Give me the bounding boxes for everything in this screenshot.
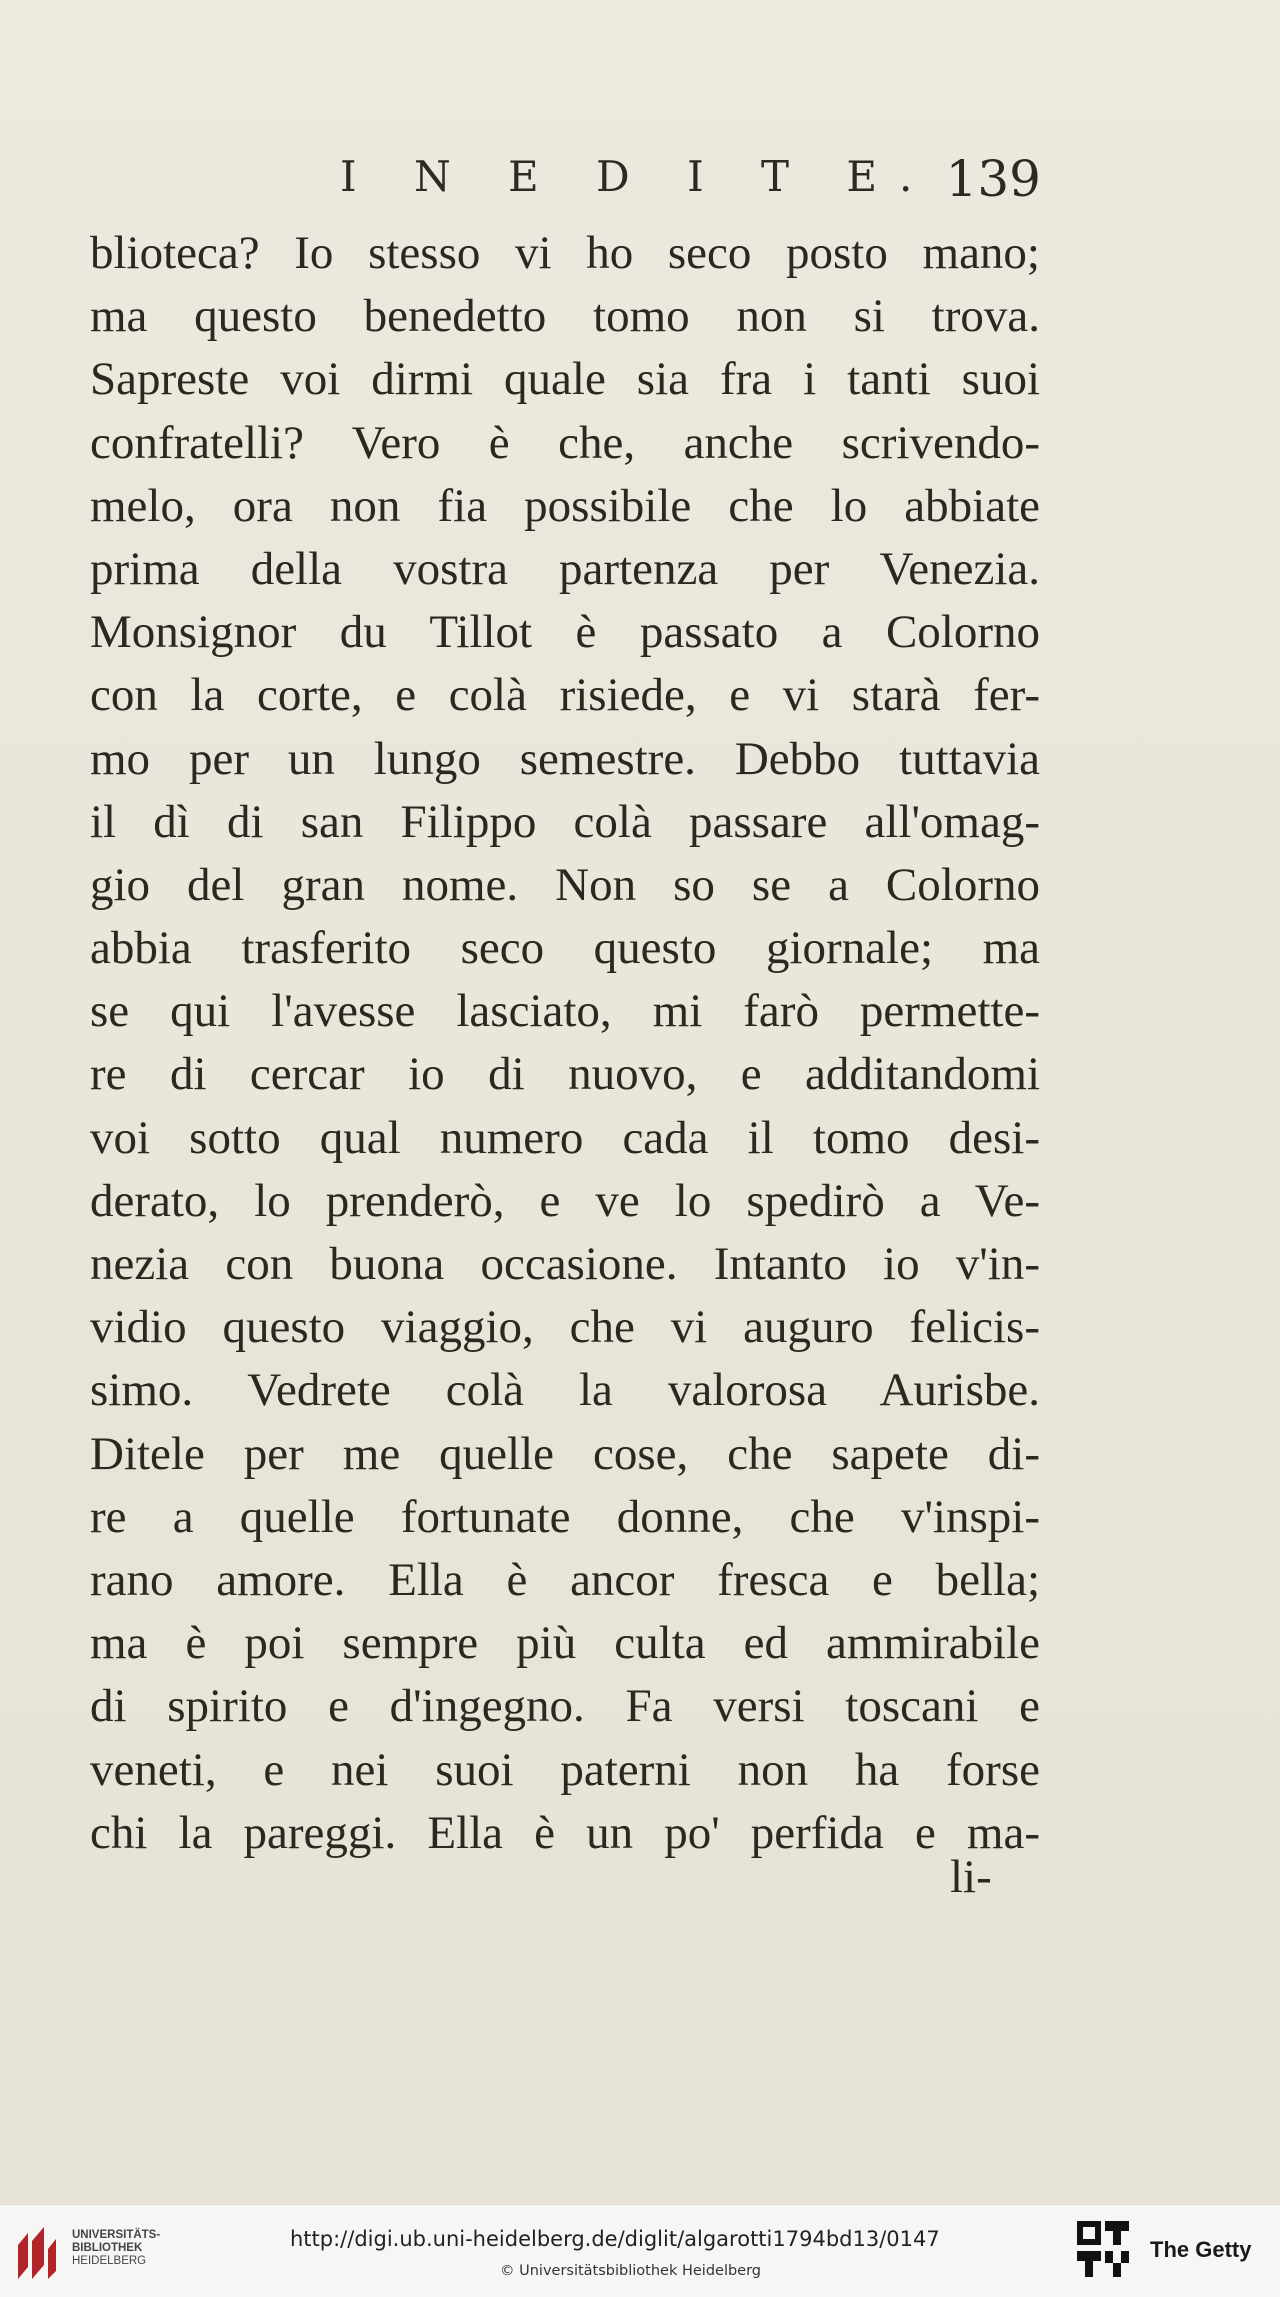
permalink[interactable]: http://digi.ub.uni-heidelberg.de/diglit/algarotti1794bd13/0147 xyxy=(290,2227,940,2251)
body-text xyxy=(90,222,1040,1865)
running-head xyxy=(90,150,1055,220)
text-line: Ditele per me quelle cose, che sapete di- xyxy=(90,1427,1040,1480)
text-line: derato, lo prenderò, e ve lo spedirò a Ve- xyxy=(90,1174,1040,1227)
text-line: re a quelle fortunate donne, che v'inspi- xyxy=(90,1490,1040,1543)
text-line: melo, ora non fia possibile che lo abbiate xyxy=(90,479,1040,532)
text-line: Monsignor du Tillot è passato a Colorno xyxy=(90,606,1040,659)
text-line: con la corte, e colà risiede, e vi starà fer- xyxy=(90,669,1040,722)
getty-logo-icon[interactable] xyxy=(1075,2219,1131,2281)
text-line: ma questo benedetto tomo non si trova. xyxy=(90,290,1040,343)
text-line: Sapreste voi dirmi quale sia fra i tanti suoi xyxy=(90,353,1040,406)
text-line: mo per un lungo semestre. Debbo tuttavia xyxy=(90,732,1040,785)
getty-name: The Getty xyxy=(1150,2237,1252,2262)
text-line: chi la pareggi. Ella è un po' perfida e ma- xyxy=(90,1806,1040,1859)
library-name-line: HEIDELBERG xyxy=(72,2255,147,2267)
catchword: li- xyxy=(950,1851,992,1903)
running-title: I N E D I T E. xyxy=(340,152,935,201)
copyright-notice: © Universitätsbibliothek Heidelberg xyxy=(500,2263,762,2279)
text-line: rano amore. Ella è ancor fresca e bella; xyxy=(90,1553,1040,1606)
text-line: se qui l'avesse lasciato, mi farò permette- xyxy=(90,985,1040,1038)
text-line: blioteca? Io stesso vi ho seco posto mano; xyxy=(90,227,1040,279)
library-name-line: UNIVERSITÄTS- xyxy=(72,2229,161,2241)
text-line: nezia con buona occasione. Intanto io v'in- xyxy=(90,1238,1040,1290)
text-line: il dì di san Filippo colà passare all'omag- xyxy=(90,795,1040,848)
page-number: 139 xyxy=(945,150,1041,208)
university-library-logo-icon[interactable] xyxy=(14,2223,60,2283)
text-line: vidio questo viaggio, che vi auguro felicis- xyxy=(90,1301,1040,1354)
text-line: prima della vostra partenza per Venezia. xyxy=(90,542,1040,595)
text-line: ma è poi sempre più culta ed ammirabile xyxy=(90,1617,1040,1670)
library-name-line: BIBLIOTHEK xyxy=(72,2242,143,2254)
text-line: di spirito e d'ingegno. Fa versi toscani e xyxy=(90,1680,1040,1733)
text-line: abbia trasferito seco questo giornale; ma xyxy=(90,922,1040,975)
library-name xyxy=(72,2229,160,2268)
text-line: simo. Vedrete colà la valorosa Aurisbe. xyxy=(90,1364,1040,1417)
footer-bar xyxy=(0,2204,1280,2297)
text-line: voi sotto qual numero cada il tomo desi- xyxy=(90,1111,1040,1164)
text-line: veneti, e nei suoi paterni non ha forse xyxy=(90,1743,1040,1796)
text-line: confratelli? Vero è che, anche scrivendo- xyxy=(90,416,1040,469)
text-line: gio del gran nome. Non so se a Colorno xyxy=(90,858,1040,911)
text-line: re di cercar io di nuovo, e additandomi xyxy=(90,1048,1040,1101)
